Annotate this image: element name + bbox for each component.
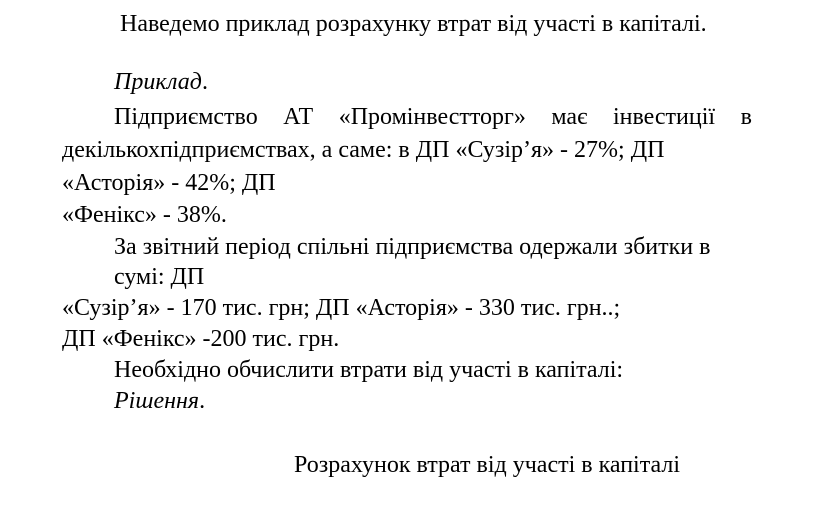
word: Підприємство (114, 104, 258, 130)
intro-sentence: Наведемо приклад розрахунку втрат від участі в капіталі. (120, 11, 707, 37)
paragraph2-line3: «Сузір’я» - 170 тис. грн; ДП «Асторія» - 330 тис. грн..; (62, 295, 621, 321)
solution-label: Рішення (114, 388, 200, 414)
paragraph1-line1 (114, 103, 752, 131)
paragraph1-line4: «Фенікс» - 38%. (62, 202, 227, 228)
example-label-dot: . (201, 69, 208, 95)
paragraph2-line1: За звітний період спільні підприємства одержали збитки в (114, 234, 711, 260)
task-sentence: Необхідно обчислити втрати від участі в капіталі: (114, 357, 624, 383)
word: в (740, 104, 752, 130)
paragraph2-line2: сумі: ДП (114, 264, 205, 290)
word: «Промінвестторг» (338, 104, 526, 130)
solution-label-dot: . (199, 388, 206, 414)
solution-heading (114, 387, 205, 415)
paragraph1-line2: декількохпідприємствах, а саме: в ДП «Сузір’я» - 27%; ДП (62, 137, 665, 163)
word: АТ (283, 104, 314, 130)
word: інвестиції (612, 104, 716, 130)
example-heading (114, 68, 208, 96)
example-label: Приклад (114, 69, 202, 95)
paragraph2-line4: ДП «Фенікс» -200 тис. грн. (62, 326, 340, 352)
paragraph1-line3: «Асторія» - 42%; ДП (62, 170, 276, 196)
word: має (551, 104, 588, 130)
table-title: Розрахунок втрат від участі в капіталі (294, 452, 681, 478)
